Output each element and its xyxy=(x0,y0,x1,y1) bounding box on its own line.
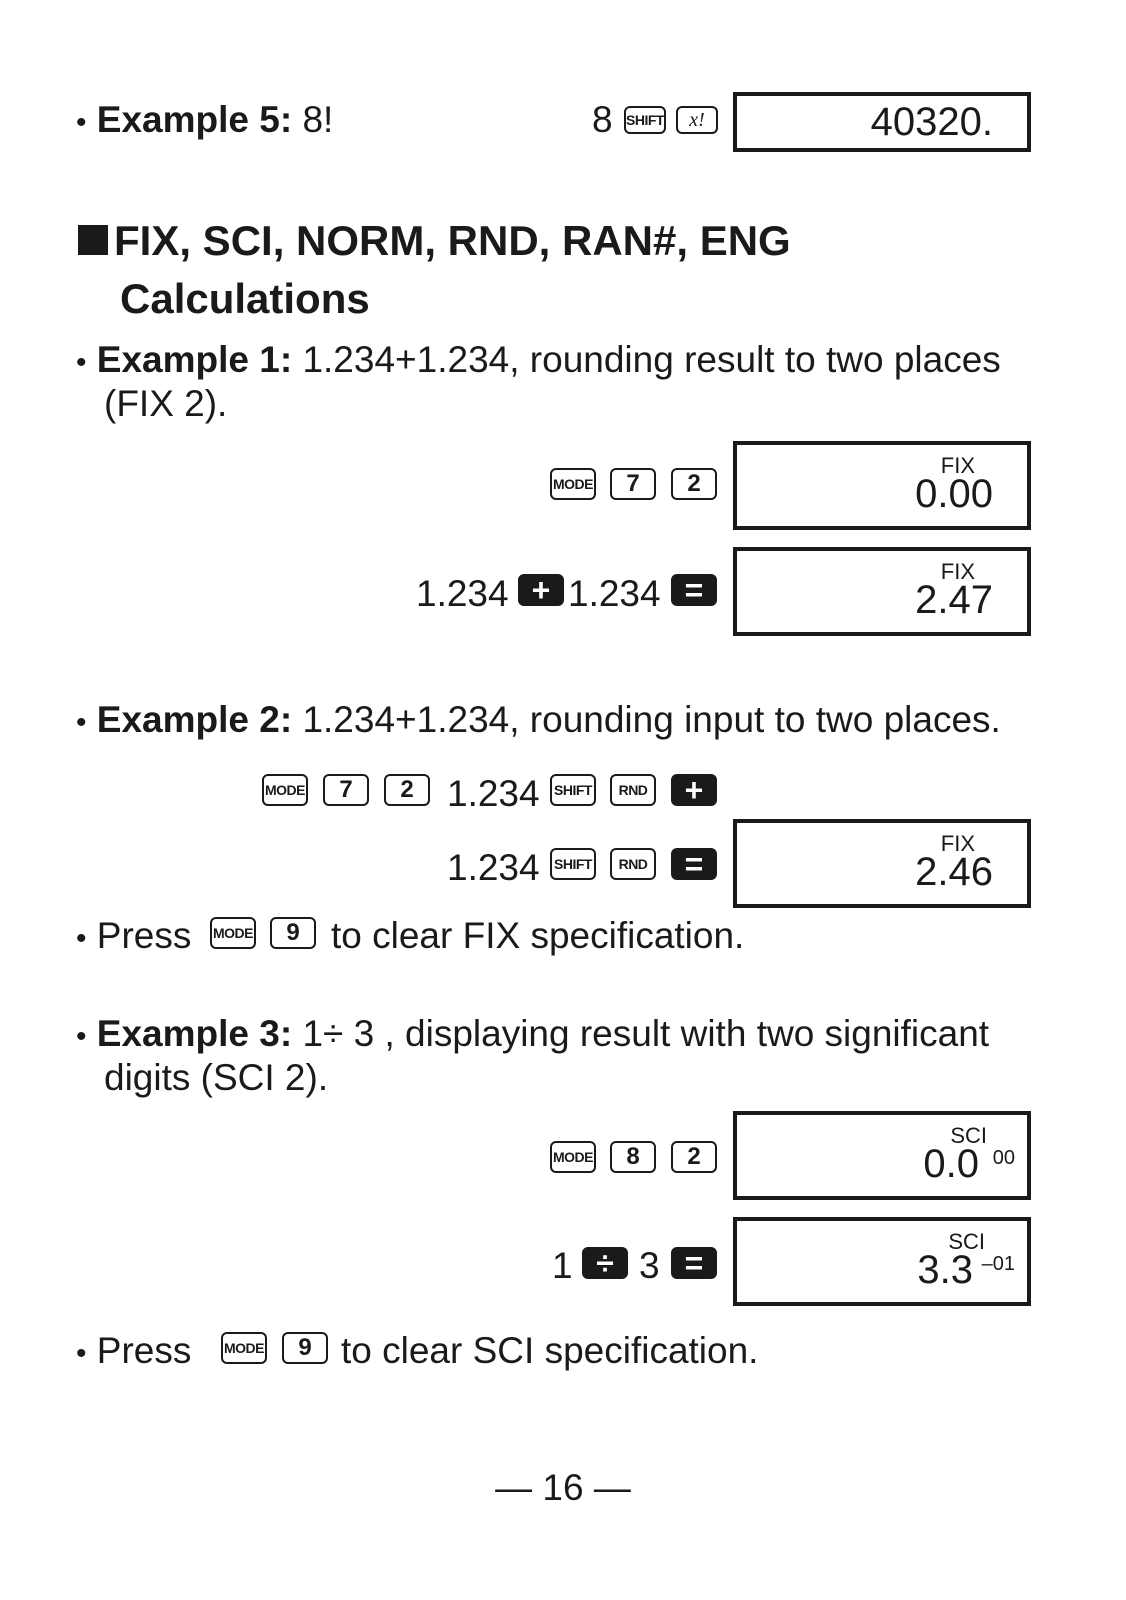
input-number: 1.234 xyxy=(416,573,509,614)
shift-key-icon: SHIFT xyxy=(550,774,596,806)
display-value: 2.46 xyxy=(915,850,993,894)
display-exponent: –01 xyxy=(981,1253,1015,1275)
display-value: 0.0 xyxy=(923,1142,979,1186)
display-value: 40320. xyxy=(870,100,993,144)
example3-line xyxy=(76,1012,989,1059)
digit-key-icon: 7 xyxy=(610,468,656,500)
example2-line xyxy=(76,698,1001,745)
input-number: 1.234 xyxy=(447,847,540,888)
digit-key-icon: 2 xyxy=(671,1141,717,1173)
rnd-key-icon: RND xyxy=(610,848,656,880)
input-number: 1.234 xyxy=(447,773,540,814)
equals-key-icon: = xyxy=(671,848,717,880)
section-title-line1: FIX, SCI, NORM, RND, RAN#, ENG xyxy=(114,217,791,264)
note-text: to clear FIX specification. xyxy=(331,915,745,956)
bullet: • xyxy=(76,346,87,379)
sci-clear-note xyxy=(76,1329,191,1376)
shift-key-icon: SHIFT xyxy=(550,848,596,880)
display-indicator: FIX xyxy=(940,559,975,584)
lcd-display xyxy=(733,92,1031,152)
note-press: Press xyxy=(96,915,192,956)
display-indicator: SCI xyxy=(950,1123,987,1148)
lcd-display xyxy=(733,819,1031,908)
digit-key-icon: 2 xyxy=(671,468,717,500)
bullet: • xyxy=(76,1337,87,1370)
input-number: 3 xyxy=(639,1245,660,1286)
plus-key-icon: + xyxy=(671,774,717,806)
digit-key-icon: 2 xyxy=(384,774,430,806)
example-text: 1.234+1.234, rounding result to two places xyxy=(292,339,1001,380)
display-value: 0.00 xyxy=(915,472,993,516)
shift-key-icon: SHIFT xyxy=(624,106,666,134)
mode-key-icon: MODE xyxy=(262,774,308,806)
example-label: Example 5: xyxy=(96,99,293,140)
display-value: 3.3 xyxy=(917,1248,973,1292)
digit-key-icon: 8 xyxy=(610,1141,656,1173)
lcd-display xyxy=(733,547,1031,636)
equals-key-icon: = xyxy=(671,574,717,606)
example1-line2: (FIX 2). xyxy=(104,383,228,424)
mode-key-icon: MODE xyxy=(210,917,256,949)
input-number: 1.234 xyxy=(568,573,661,614)
example-label: Example 1: xyxy=(96,339,293,380)
factorial-key-icon: x! xyxy=(676,106,718,134)
bullet: • xyxy=(76,922,87,955)
example3-line2: digits (SCI 2). xyxy=(104,1057,329,1098)
note-text: to clear SCI specification. xyxy=(341,1330,759,1371)
digit-key-icon: 7 xyxy=(323,774,369,806)
page-number: — 16 — xyxy=(495,1467,631,1508)
plus-key-icon: + xyxy=(518,574,564,606)
fix-clear-note xyxy=(76,914,191,961)
square-bullet-icon xyxy=(78,225,108,255)
lcd-display xyxy=(733,441,1031,530)
display-exponent: 00 xyxy=(992,1147,1015,1169)
note-press: Press xyxy=(96,1330,192,1371)
divide-key-icon: ÷ xyxy=(582,1247,628,1279)
mode-key-icon: MODE xyxy=(221,1332,267,1364)
display-value: 2.47 xyxy=(915,578,993,622)
example-label: Example 2: xyxy=(96,699,293,740)
rnd-key-icon: RND xyxy=(610,774,656,806)
bullet: • xyxy=(76,1020,87,1053)
input-number: 1 xyxy=(552,1245,573,1286)
section-title xyxy=(78,216,791,266)
example-label: Example 3: xyxy=(96,1013,293,1054)
display-indicator: FIX xyxy=(940,453,975,478)
section-title-line2: Calculations xyxy=(120,275,370,322)
display-indicator: SCI xyxy=(948,1229,985,1254)
digit-key-icon: 9 xyxy=(270,917,316,949)
lcd-display xyxy=(733,1217,1031,1306)
example-text: 8! xyxy=(292,99,334,140)
example-text: 1.234+1.234, rounding input to two places. xyxy=(292,699,1001,740)
example1-line xyxy=(76,338,1001,385)
bullet: • xyxy=(76,106,87,139)
equals-key-icon: = xyxy=(671,1247,717,1279)
lcd-display xyxy=(733,1111,1031,1200)
digit-key-icon: 9 xyxy=(282,1332,328,1364)
display-indicator: FIX xyxy=(940,831,975,856)
mode-key-icon: MODE xyxy=(550,468,596,500)
bullet: • xyxy=(76,706,87,739)
example5-line xyxy=(76,98,333,145)
mode-key-icon: MODE xyxy=(550,1141,596,1173)
seq-number: 8 xyxy=(592,99,613,140)
example-text: 1÷ 3 , displaying result with two significant xyxy=(292,1013,990,1054)
